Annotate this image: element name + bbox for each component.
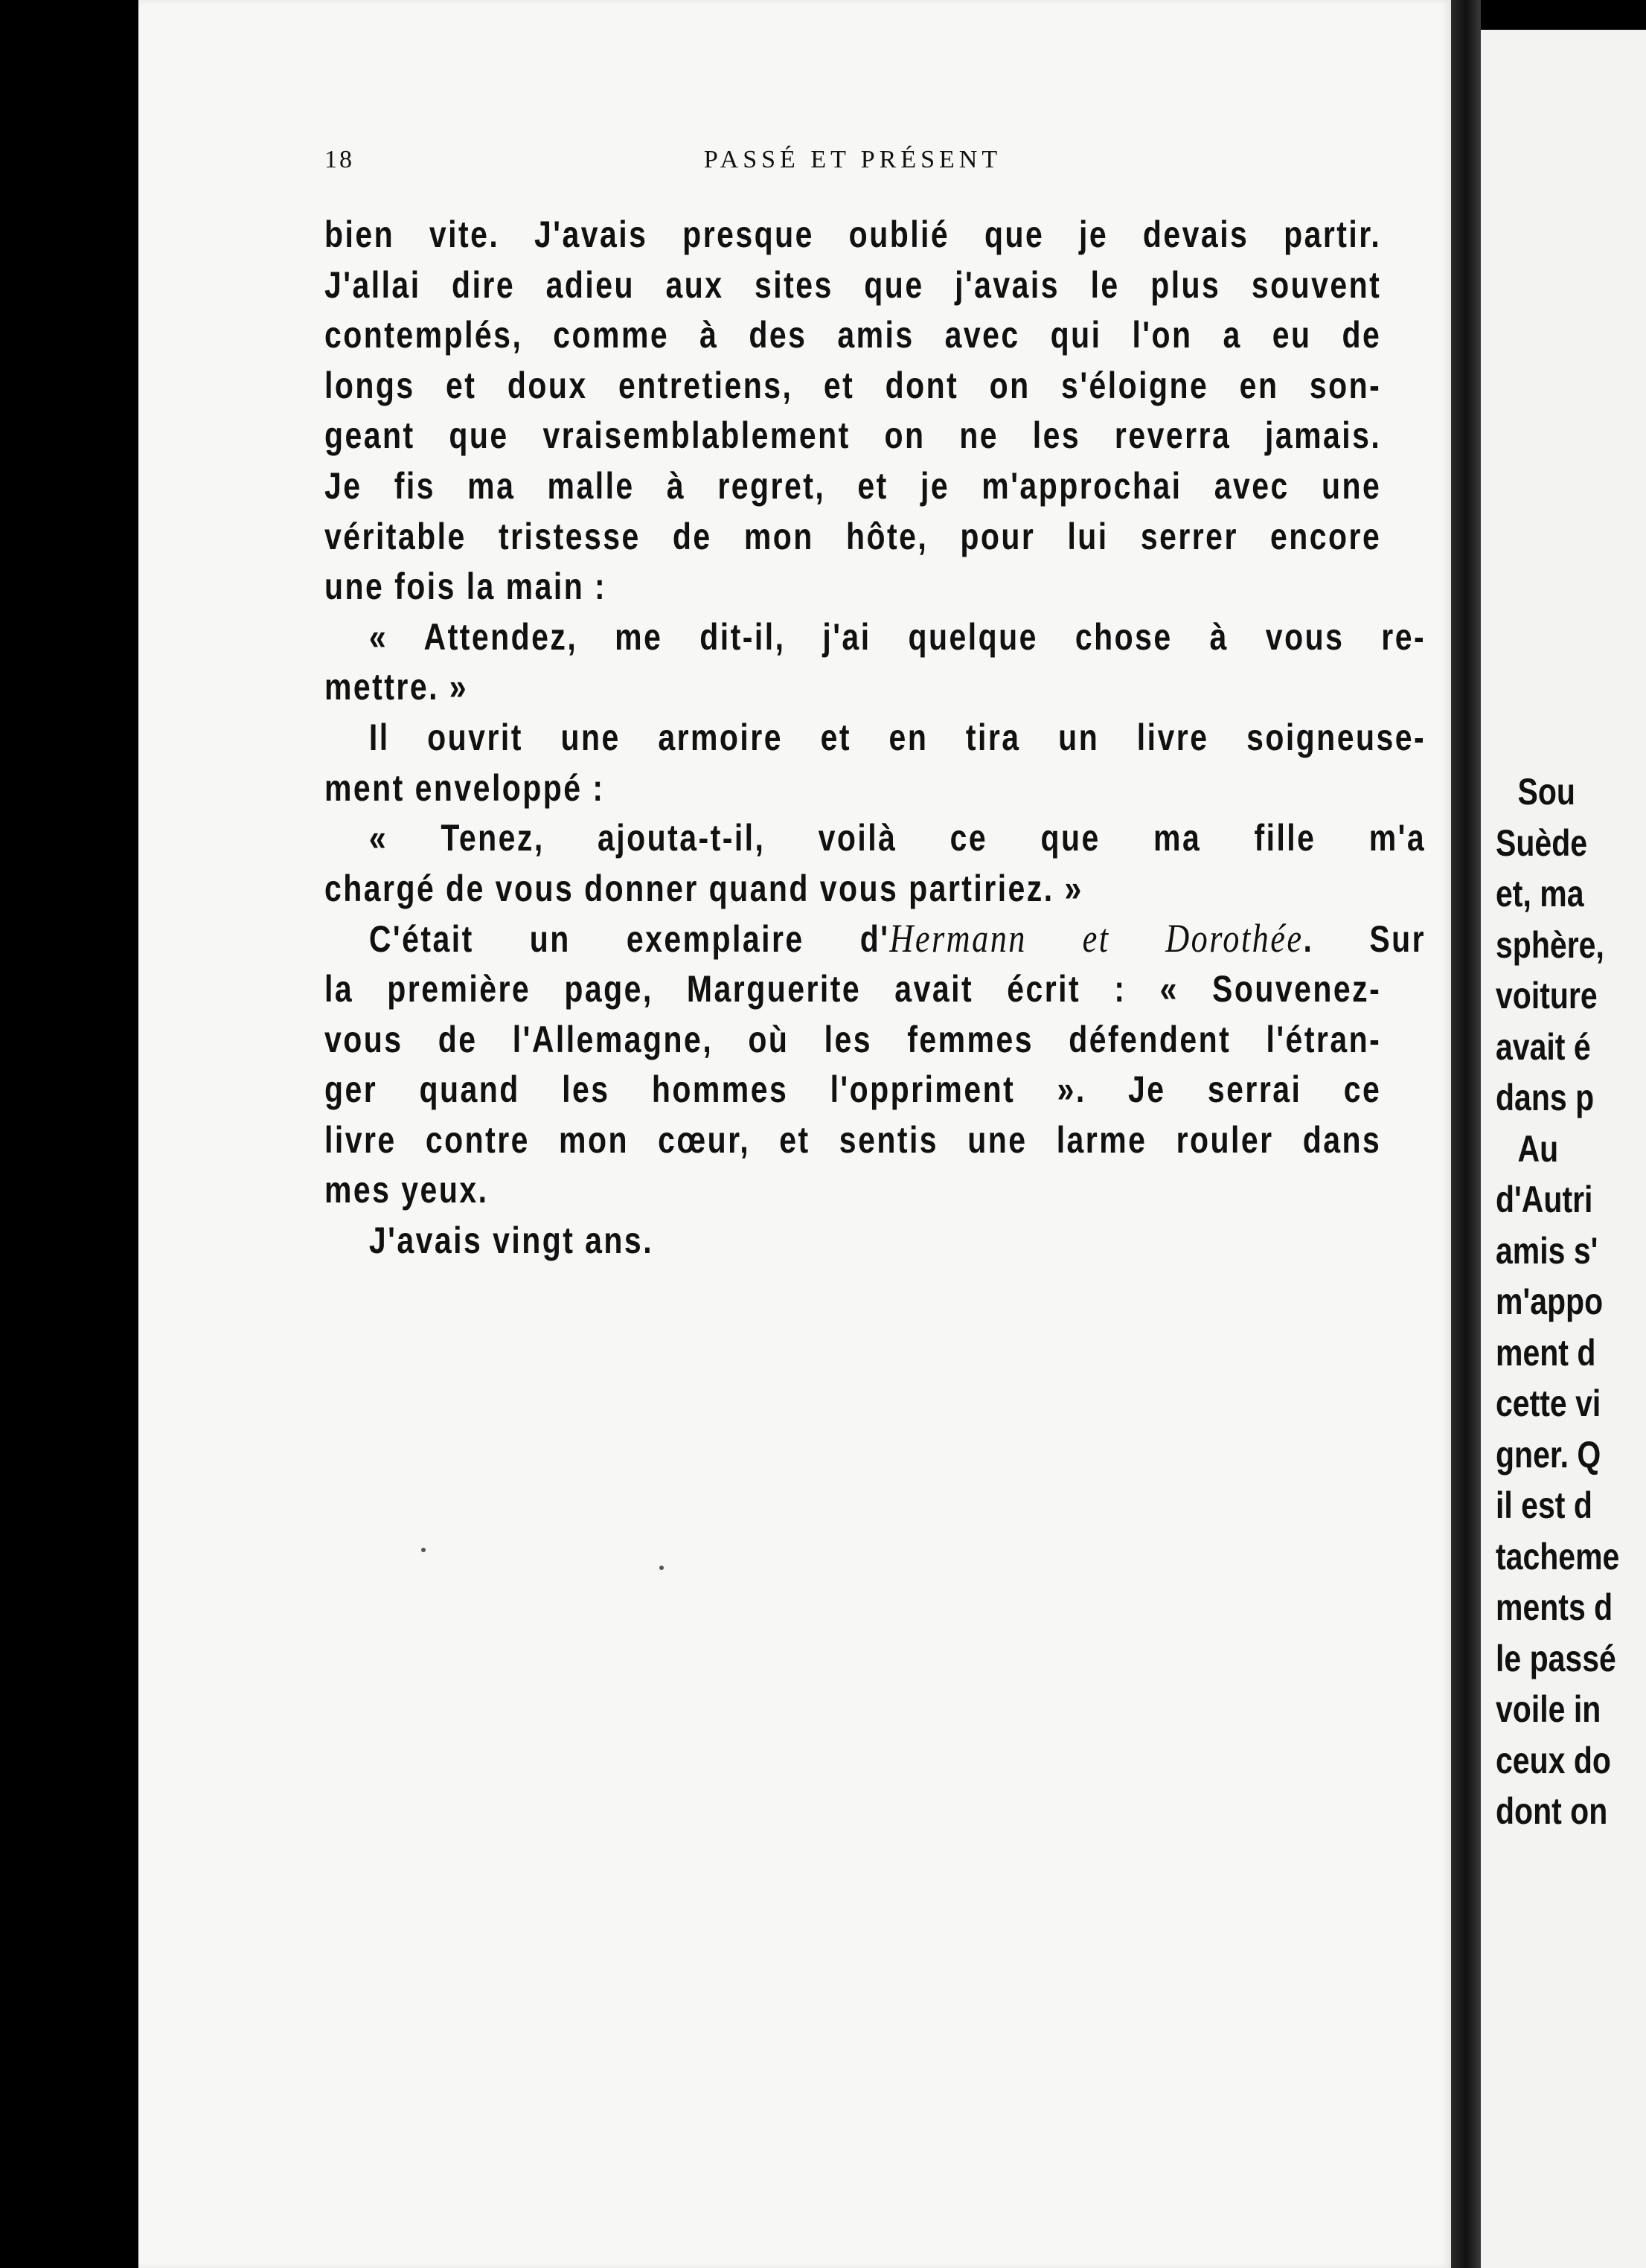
text-line: ment enveloppé : [324, 766, 605, 809]
text-line: une fois la main : [324, 566, 607, 608]
next-page-line: sphère, [1496, 923, 1604, 966]
text-line: ger quand les hommes l'oppriment ». Je serrai ce [324, 1069, 1382, 1111]
text-line: « Tenez, ajouta-t-il, voilà ce que ma fille m'a [368, 817, 1426, 859]
next-page-line: le passé [1496, 1637, 1616, 1679]
text-line: livre contre mon cœur, et sentis une larme rouler dans [324, 1118, 1382, 1161]
next-page-line: il est d [1496, 1484, 1592, 1526]
next-page-line: ceux do [1496, 1739, 1611, 1781]
next-page-line: dans p [1496, 1077, 1595, 1118]
next-page-line: dont on [1496, 1790, 1608, 1832]
next-page-line: voile in [1496, 1688, 1601, 1730]
book-gutter [1451, 0, 1481, 2268]
body-text [324, 210, 1426, 1266]
next-page-line: m'appo [1496, 1281, 1604, 1322]
page-number: 18 [324, 146, 354, 173]
text-line-with-italic-title [324, 914, 1426, 964]
text-line: Je fis ma malle à regret, et je m'approchai avec une [324, 464, 1382, 507]
text-line: contemplés, comme à des amis avec qui l'on a eu de [324, 314, 1382, 356]
next-page-line: d'Autri [1496, 1179, 1593, 1220]
book-title-italic: Hermann et Dorothée [889, 916, 1304, 961]
page-speck [659, 1566, 664, 1570]
text-line: longs et doux entretiens, et dont on s'éloigne en son- [324, 364, 1382, 406]
text-line: J'avais vingt ans. [368, 1219, 654, 1261]
next-page-line: avait é [1496, 1025, 1591, 1068]
text-line: Il ouvrit une armoire et en tira un livre soigneuse- [368, 716, 1426, 758]
next-page-line: Sou [1517, 771, 1575, 813]
text-line: geant que vraisemblablement on ne les reverra jamais. [324, 414, 1382, 457]
page-speck [421, 1548, 426, 1552]
text-segment: . Sur [1303, 918, 1426, 961]
text-line: chargé de vous donner quand vous partiriez. » [324, 867, 1083, 909]
next-page-line: voiture [1496, 975, 1598, 1016]
text-line: bien vite. J'avais presque oublié que je devais partir. [324, 214, 1382, 255]
next-page-text [1496, 766, 1619, 1837]
text-line: mettre. » [324, 666, 469, 708]
text-segment: C'était un exemplaire d' [368, 918, 890, 961]
next-page-line: et, ma [1496, 873, 1584, 914]
book-page-right [1481, 30, 1646, 2268]
text-line: la première page, Marguerite avait écrit : « Souvenez- [324, 967, 1382, 1010]
next-page-line: tacheme [1496, 1535, 1620, 1577]
next-page-line: Suède [1496, 821, 1588, 864]
running-head [324, 146, 1381, 179]
text-line: J'allai dire adieu aux sites que j'avais le plus souvent [324, 263, 1382, 306]
running-title: PASSÉ ET PRÉSENT [703, 146, 1002, 173]
text-line: véritable tristesse de mon hôte, pour lui serrer encore [324, 515, 1382, 557]
text-line: vous de l'Allemagne, où les femmes défendent l'étran- [324, 1018, 1382, 1060]
next-page-line: amis s' [1496, 1229, 1598, 1272]
next-page-line: ment d [1496, 1331, 1596, 1374]
next-page-line: ments d [1496, 1586, 1613, 1628]
text-line: « Attendez, me dit-il, j'ai quelque chose à vous re- [368, 615, 1426, 658]
text-line: mes yeux. [324, 1169, 489, 1211]
next-page-line: Au [1517, 1127, 1559, 1170]
next-page-line: gner. Q [1496, 1433, 1601, 1476]
next-page-line: cette vi [1496, 1383, 1601, 1424]
